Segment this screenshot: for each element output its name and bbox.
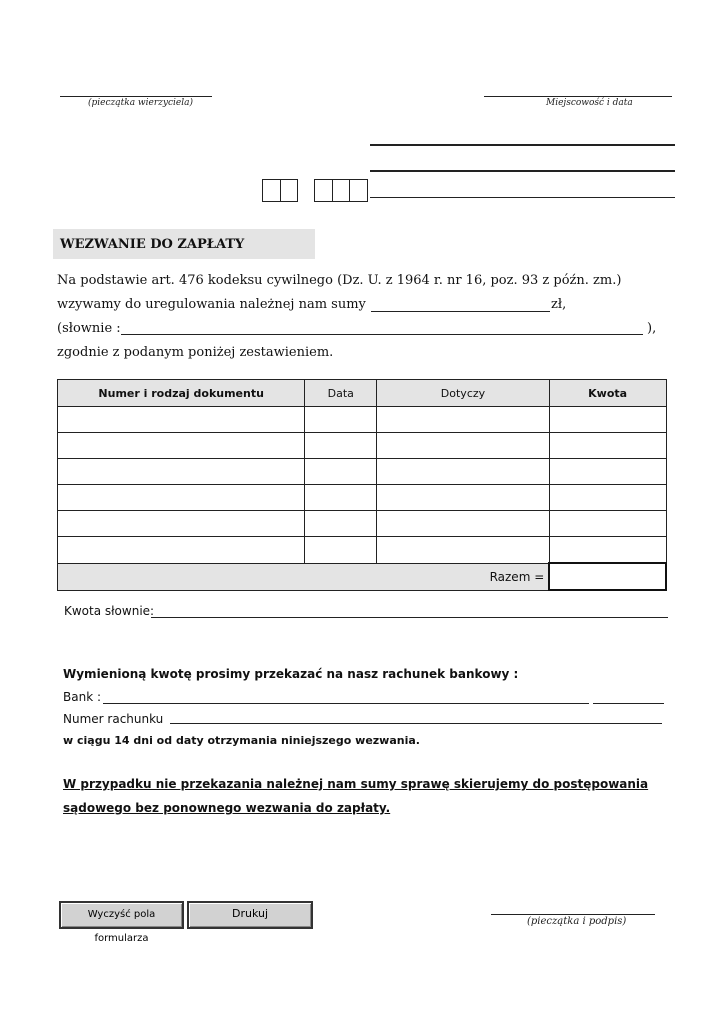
table-sum-row [58, 563, 667, 590]
bank-heading: Wymienioną kwotę prosimy przekazać na nasz rachunek bankowy : [63, 667, 519, 681]
column-header-amount: Kwota [549, 380, 666, 407]
intro-line-3-prefix: (słownie : [57, 321, 121, 336]
cell-concerns[interactable] [377, 511, 550, 537]
intro-line-3-suffix: ), [647, 321, 657, 336]
warning-line-1: W przypadku nie przekazania należnej nam sumy sprawę skierujemy do postępowania [63, 777, 649, 791]
table-row [58, 407, 667, 433]
cell-concerns[interactable] [377, 407, 550, 433]
cell-date[interactable] [305, 511, 377, 537]
cell-amount[interactable] [549, 433, 666, 459]
postal-code-prefix-boxes[interactable] [262, 179, 298, 202]
cell-amount[interactable] [549, 511, 666, 537]
intro-line-2-prefix: wzywamy do uregulowania należnej nam sumy [57, 297, 366, 312]
table-row [58, 511, 667, 537]
stamp-signature-caption: (pieczątka i podpis) [527, 916, 627, 927]
cell-amount[interactable] [549, 537, 666, 564]
cell-concerns[interactable] [377, 433, 550, 459]
amount-in-words-line[interactable] [121, 334, 643, 335]
creditor-stamp-caption: (pieczątka wierzyciela) [88, 98, 193, 108]
stamp-signature-line[interactable] [491, 914, 655, 915]
amount-words-line[interactable] [151, 617, 668, 618]
amount-words-label: Kwota słownie: [64, 604, 155, 618]
intro-line-2-suffix: zł, [551, 297, 567, 312]
payment-deadline: w ciągu 14 dni od daty otrzymania niniejszego wezwania. [63, 734, 420, 747]
creditor-stamp-line [60, 96, 212, 97]
table-header-row [58, 380, 667, 407]
bank-extra-line[interactable] [593, 703, 664, 704]
cell-document[interactable] [58, 459, 305, 485]
table-row [58, 433, 667, 459]
debtor-address-line-3[interactable] [370, 197, 675, 198]
cell-document[interactable] [58, 407, 305, 433]
bank-label: Bank : [63, 690, 101, 704]
place-date-line[interactable] [484, 96, 672, 97]
amount-input-line[interactable] [371, 311, 550, 312]
table-row [58, 459, 667, 485]
place-date-caption: Miejscowość i data [546, 98, 633, 108]
document-title: WEZWANIE DO ZAPŁATY [60, 237, 245, 252]
column-header-document: Numer i rodzaj dokumentu [58, 380, 305, 407]
documents-table [57, 379, 667, 591]
warning-line-2: sądowego bez ponownego wezwania do zapłaty. [63, 801, 391, 815]
cell-concerns[interactable] [377, 459, 550, 485]
cell-document[interactable] [58, 511, 305, 537]
debtor-address-line-1[interactable] [370, 144, 675, 146]
bank-name-line[interactable] [103, 703, 589, 704]
cell-amount[interactable] [549, 485, 666, 511]
cell-concerns[interactable] [377, 537, 550, 564]
sum-total-field[interactable] [549, 563, 666, 590]
cell-date[interactable] [305, 537, 377, 564]
column-header-date: Data [305, 380, 377, 407]
sum-label: Razem = [58, 563, 550, 590]
cell-document[interactable] [58, 537, 305, 564]
cell-date[interactable] [305, 433, 377, 459]
cell-concerns[interactable] [377, 485, 550, 511]
cell-amount[interactable] [549, 407, 666, 433]
account-number-line[interactable] [170, 723, 662, 724]
cell-date[interactable] [305, 485, 377, 511]
account-label: Numer rachunku [63, 712, 164, 726]
clear-form-button[interactable]: Wyczyść pola formularza [59, 901, 184, 929]
table-row [58, 537, 667, 564]
debtor-address-line-2[interactable] [370, 170, 675, 172]
cell-date[interactable] [305, 459, 377, 485]
table-row [58, 485, 667, 511]
column-header-concerns: Dotyczy [377, 380, 550, 407]
intro-line-4: zgodnie z podanym poniżej zestawieniem. [57, 345, 334, 360]
cell-date[interactable] [305, 407, 377, 433]
intro-line-1: Na podstawie art. 476 kodeksu cywilnego (Dz. U. z 1964 r. nr 16, poz. 93 z późn. zm.) [57, 273, 622, 288]
postal-code-suffix-boxes[interactable] [314, 179, 368, 202]
cell-amount[interactable] [549, 459, 666, 485]
cell-document[interactable] [58, 485, 305, 511]
cell-document[interactable] [58, 433, 305, 459]
print-button[interactable]: Drukuj [187, 901, 313, 929]
